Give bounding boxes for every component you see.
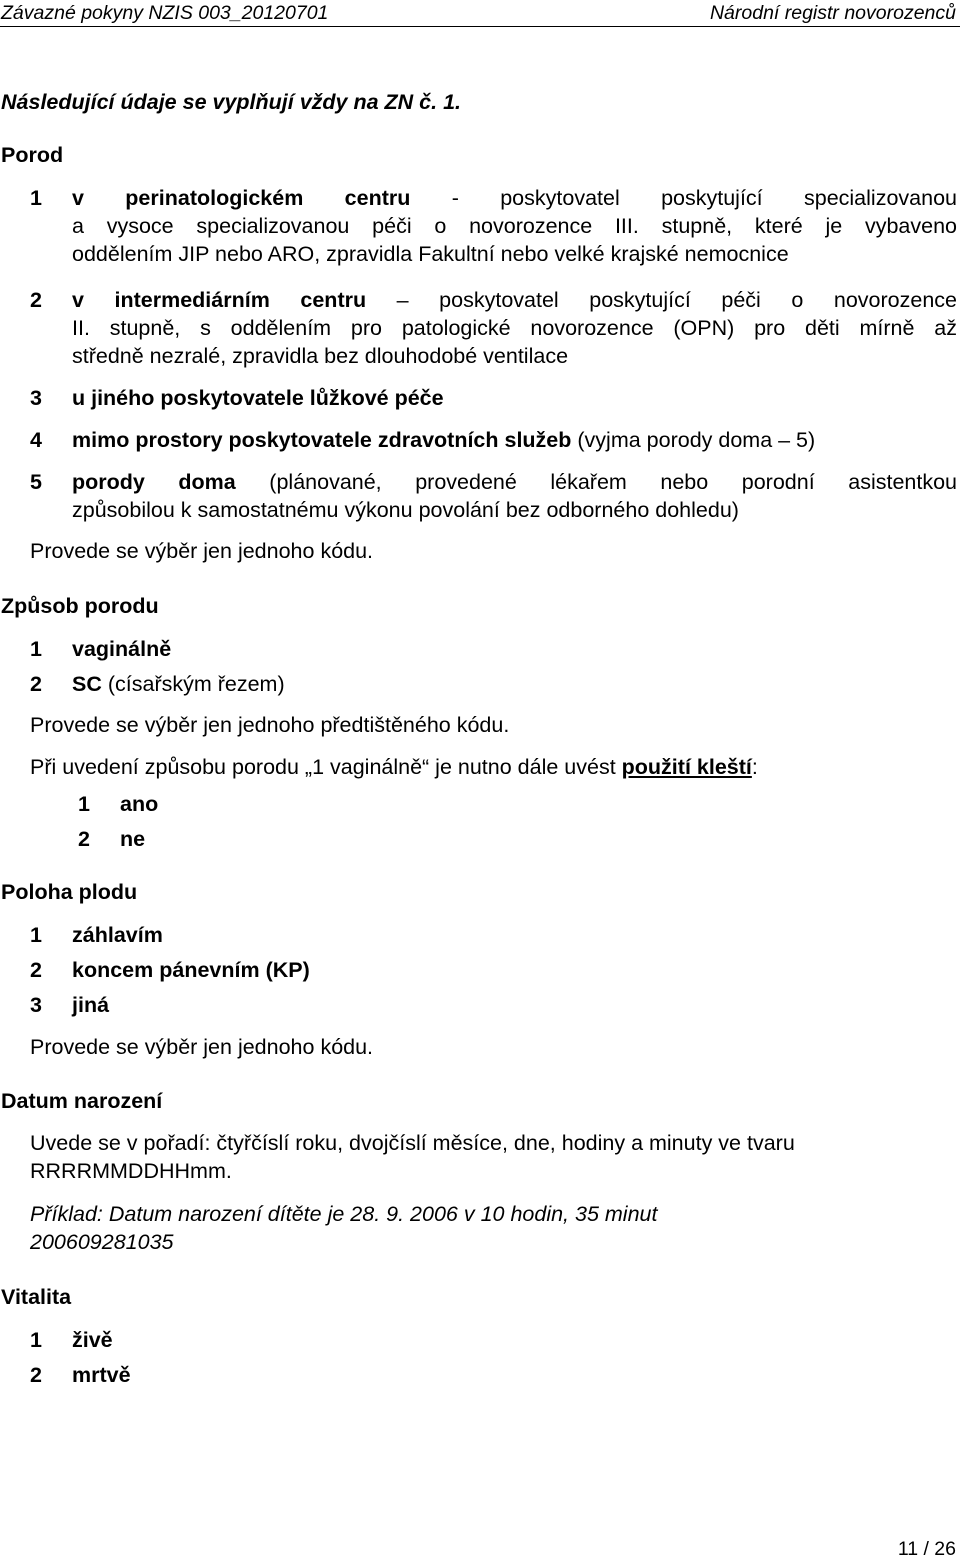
datum-example-line1: Příklad: Datum narození dítěte je 28. 9. 2006 v 10 hodin, 35 minut (30, 1202, 658, 1226)
section-title-poloha: Poloha plodu (1, 880, 138, 904)
porod-item-1 (30, 184, 957, 268)
header-right: Národní registr novorozenců (709, 2, 956, 24)
poloha-item-3 (30, 991, 957, 1019)
section-title-vitalita: Vitalita (1, 1285, 72, 1309)
item-number: 2 (30, 288, 42, 312)
item-label: u jiného poskytovatele lůžkové péče (72, 386, 444, 410)
item-number: 3 (30, 993, 42, 1017)
item-line1: v perinatologickém centru - poskytovatel poskytující specializovanou (72, 186, 957, 210)
item-label: vaginálně (72, 637, 172, 661)
page-number: 11 / 26 (897, 1538, 956, 1560)
poloha-item-1 (30, 921, 957, 949)
zpusob-item-2 (30, 670, 957, 698)
item-label: záhlavím (72, 923, 163, 947)
item-note: (vyjma porody doma – 5) (571, 428, 816, 452)
item-note: (císařským řezem) (101, 672, 285, 696)
item-number: 3 (30, 386, 42, 410)
item-label: ano (120, 792, 159, 816)
item-line2: způsobilou k samostatnému výkonu povolání bez odborného dohledu) (72, 498, 739, 522)
item-number: 1 (30, 186, 42, 210)
kleste-item-2 (78, 825, 378, 853)
zpusob-item-1 (30, 635, 957, 663)
kleste-item-1 (78, 790, 378, 818)
datum-line1: Uvede se v pořadí: čtyřčíslí roku, dvojčíslí měsíce, dne, hodiny a minuty ve tvaru (30, 1131, 795, 1155)
item-line2: II. stupně, s oddělením pro patologické novorozence (OPN) pro děti mírně až (72, 316, 957, 340)
item-number: 1 (30, 1328, 42, 1352)
poloha-item-2 (30, 956, 957, 984)
vitalita-item-1 (30, 1326, 957, 1354)
item-label: jiná (72, 993, 110, 1017)
section-title-zpusob: Způsob porodu (1, 594, 159, 618)
item-label: mrtvě (72, 1363, 131, 1387)
header-left: Závazné pokyny NZIS 003_20120701 (1, 2, 329, 24)
page-header (0, 0, 960, 27)
porod-item-5 (30, 468, 957, 524)
item-label: živě (72, 1328, 113, 1352)
kleste-instruction: Při uvedení způsobu porodu „1 vaginálně“ je nutno dále uvést použití kleští: (30, 755, 758, 779)
porod-item-2 (30, 286, 957, 370)
item-line1: porody doma (plánované, provedené lékařem nebo porodní asistentkou (72, 470, 957, 494)
item-number: 5 (30, 470, 42, 494)
item-number: 1 (30, 637, 42, 661)
item-number: 2 (30, 958, 42, 982)
item-line3: středně nezralé, zpravidla bez dlouhodobé ventilace (72, 344, 569, 368)
item-label: koncem pánevním (KP) (72, 958, 310, 982)
datum-example-line2: 200609281035 (30, 1230, 174, 1254)
datum-line2: RRRRMMDDHHmm. (30, 1159, 232, 1183)
item-label: SC (72, 672, 102, 696)
item-line1: v intermediárním centru – poskytovatel poskytující péči o novorozence (72, 288, 957, 312)
poloha-note: Provede se výběr jen jednoho kódu. (30, 1035, 374, 1059)
section-title-datum: Datum narození (1, 1089, 163, 1113)
intro-text: Následující údaje se vyplňují vždy na ZN č. 1. (1, 90, 462, 114)
item-number: 1 (78, 792, 90, 816)
item-number: 4 (30, 428, 42, 452)
porod-item-3 (30, 384, 957, 412)
item-label: ne (120, 827, 146, 851)
zpusob-note: Provede se výběr jen jednoho předtištěného kódu. (30, 713, 510, 737)
porod-note: Provede se výběr jen jednoho kódu. (30, 539, 374, 563)
item-label: mimo prostory poskytovatele zdravotních služeb (72, 428, 572, 452)
item-number: 2 (30, 672, 42, 696)
vitalita-item-2 (30, 1361, 957, 1389)
porod-item-4 (30, 426, 957, 454)
item-number: 1 (30, 923, 42, 947)
item-number: 2 (30, 1363, 42, 1387)
item-number: 2 (78, 827, 90, 851)
item-line3: oddělením JIP nebo ARO, zpravidla Fakultní nebo velké krajské nemocnice (72, 242, 789, 266)
section-title-porod: Porod (1, 143, 64, 167)
item-line2: a vysoce specializovanou péči o novorozence III. stupně, které je vybaveno (72, 214, 957, 238)
